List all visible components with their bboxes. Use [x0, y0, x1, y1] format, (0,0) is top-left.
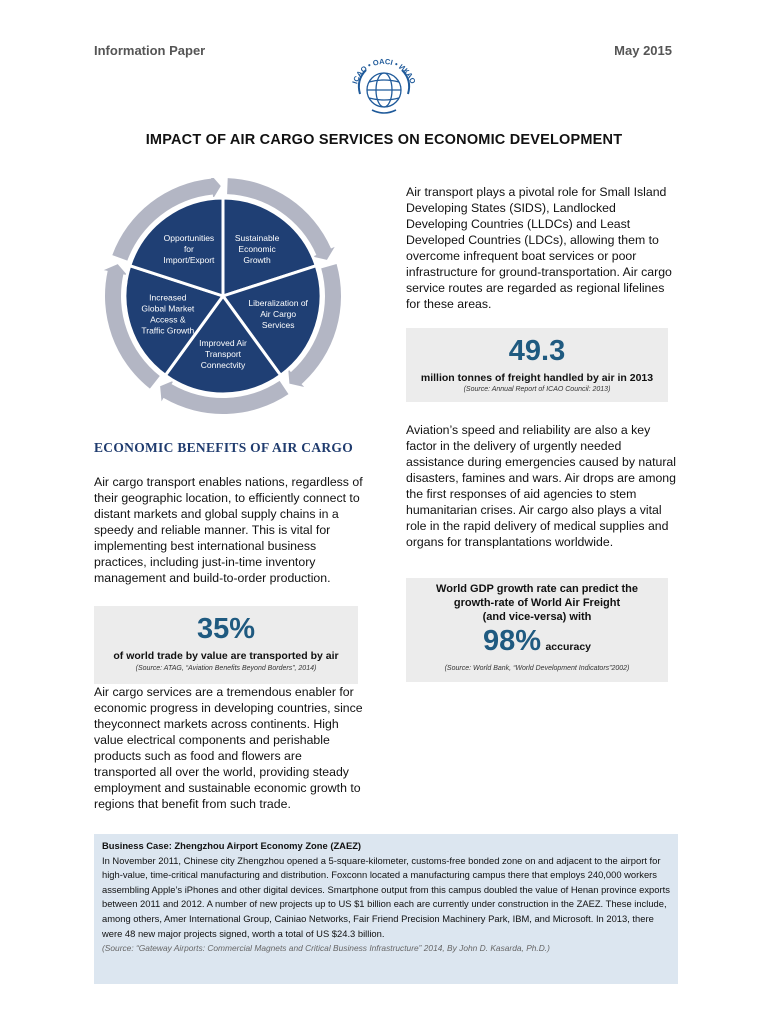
- stat-box-trade: [94, 606, 358, 684]
- logo-ring-text: ICAO • OACI • ИКАО: [350, 56, 418, 86]
- cycle-label-line: Sustainable: [234, 233, 280, 244]
- cycle-label-line: Air Cargo: [260, 308, 297, 319]
- stat-source: (Source: Annual Report of ICAO Council: 2013): [463, 386, 611, 393]
- cycle-label-line: Import/Export: [163, 255, 215, 266]
- icao-emblem-icon: [338, 54, 430, 120]
- stat-value: 98%: [482, 625, 542, 657]
- cycle-label-line: Growth: [243, 255, 271, 266]
- cycle-segment-label: [199, 338, 247, 370]
- emergency-paragraph: Aviation’s speed and reliability are also a key factor in the delivery of urgently needed assistance during emergencies caused by natural disasters, famines and wars. Air drops are among the first responses of aid agencies to stem humanitarian crises. Air cargo also plays a vital role in the rapid delivery of medical supplies and organs for transplantations worldwide.: [406, 423, 677, 549]
- cycle-label-line: Liberalization of: [248, 297, 308, 308]
- business-case-source: (Source: “Gateway Airports: Commercial Magnets and Critical Business Infrastructure” 2014, By John D. Kasarda, Ph.D.): [102, 943, 550, 954]
- cycle-label-line: for: [183, 244, 194, 255]
- cycle-label-line: Access &: [150, 314, 186, 325]
- sids-paragraph: Air transport plays a pivotal role for Small Island Developing States (SIDS), Landlocked Developing Countries (LLDCs) and Least Developed Countries (LDCs), allowing them to overcome infrequent boat services or poor infrastructure for ground-transportation. Air cargo service routes are regarded as regional lifelines for these areas.: [406, 185, 672, 311]
- business-case-body: In November 2011, Chinese city Zhengzhou opened a 5-square-kilometer, customs-free bonded zone on and adjacent to the airport for high-value, time-critical manufacturing and distribution. Foxconn located a manufacturing campus there that employs 240,000 workers assembling Apple’s iPhones and other digital devices. Smartphone output from this campus doubled the value of Henan province exports between 2011 and 2012. A number of new projects up to US $1 billion each are currently under construction in the ZAEZ. These include, among others, Amer International Group, Cainiao Networks, Fair Friend Precision Machinery Park, IBM, and Microsoft. In 2013, there were 48 new major projects signed, worth a total of US $24.3 billion.: [102, 854, 670, 939]
- benefits-paragraph-1: Air cargo transport enables nations, regardless of their geographic location, to efficiently connect to distant markets and global supply chains in a speedy and reliable manner. This is vital for implementing best international business practices, including just-in-time inventory management and build-to-order production.: [94, 475, 363, 585]
- cycle-label-line: Opportunities: [163, 233, 215, 244]
- business-case-box: [94, 834, 678, 984]
- stat-line-3: (and vice-versa) with: [482, 611, 592, 623]
- stat-line-1: World GDP growth rate can predict the: [436, 583, 638, 595]
- benefits-paragraph-2: Air cargo services are a tremendous enabler for economic progress in developing countries, since theyconnect markets across continents. High value electrical components and perishable products such as food and flowers are transported all over the world, providing steady employment and sustainable economic growth to regions that benefit from such trade.: [94, 685, 363, 811]
- cycle-diagram: [92, 178, 354, 414]
- business-case-title: Business Case: Zhengzhou Airport Economy Zone (ZAEZ): [102, 840, 362, 851]
- stat-source: (Source: World Bank, “World Development Indicators”2002): [444, 665, 630, 672]
- stat-value: 49.3: [508, 335, 566, 367]
- stat-box-freight: [406, 328, 668, 402]
- page-title: IMPACT OF AIR CARGO SERVICES ON ECONOMIC DEVELOPMENT: [145, 132, 623, 148]
- stat-value: 35%: [196, 613, 256, 645]
- stat-label: of world trade by value are transported by air: [113, 650, 339, 662]
- cycle-label-line: Global Market: [141, 303, 195, 314]
- stat-suffix: accuracy: [545, 641, 592, 653]
- cycle-label-line: Improved Air: [199, 338, 247, 348]
- header-left: Information Paper: [94, 43, 206, 58]
- cycle-label-line: Economic: [238, 244, 276, 255]
- cycle-label-line: Transport: [204, 349, 242, 359]
- cycle-label-line: Increased: [149, 292, 187, 303]
- header-date: May 2015: [614, 43, 672, 58]
- stat-line-2: growth-rate of World Air Freight: [453, 597, 621, 609]
- stat-label: million tonnes of freight handled by air in 2013: [420, 372, 654, 384]
- stat-source: (Source: ATAG, “Aviation Benefits Beyond Borders”, 2014): [135, 665, 317, 672]
- cycle-label-line: Traffic Growth: [141, 325, 195, 336]
- section-heading: ECONOMIC BENEFITS OF AIR CARGO: [94, 440, 354, 455]
- cycle-label-line: Services: [261, 319, 295, 330]
- stat-box-gdp: [406, 578, 668, 682]
- cycle-label-line: Connectvity: [200, 360, 246, 370]
